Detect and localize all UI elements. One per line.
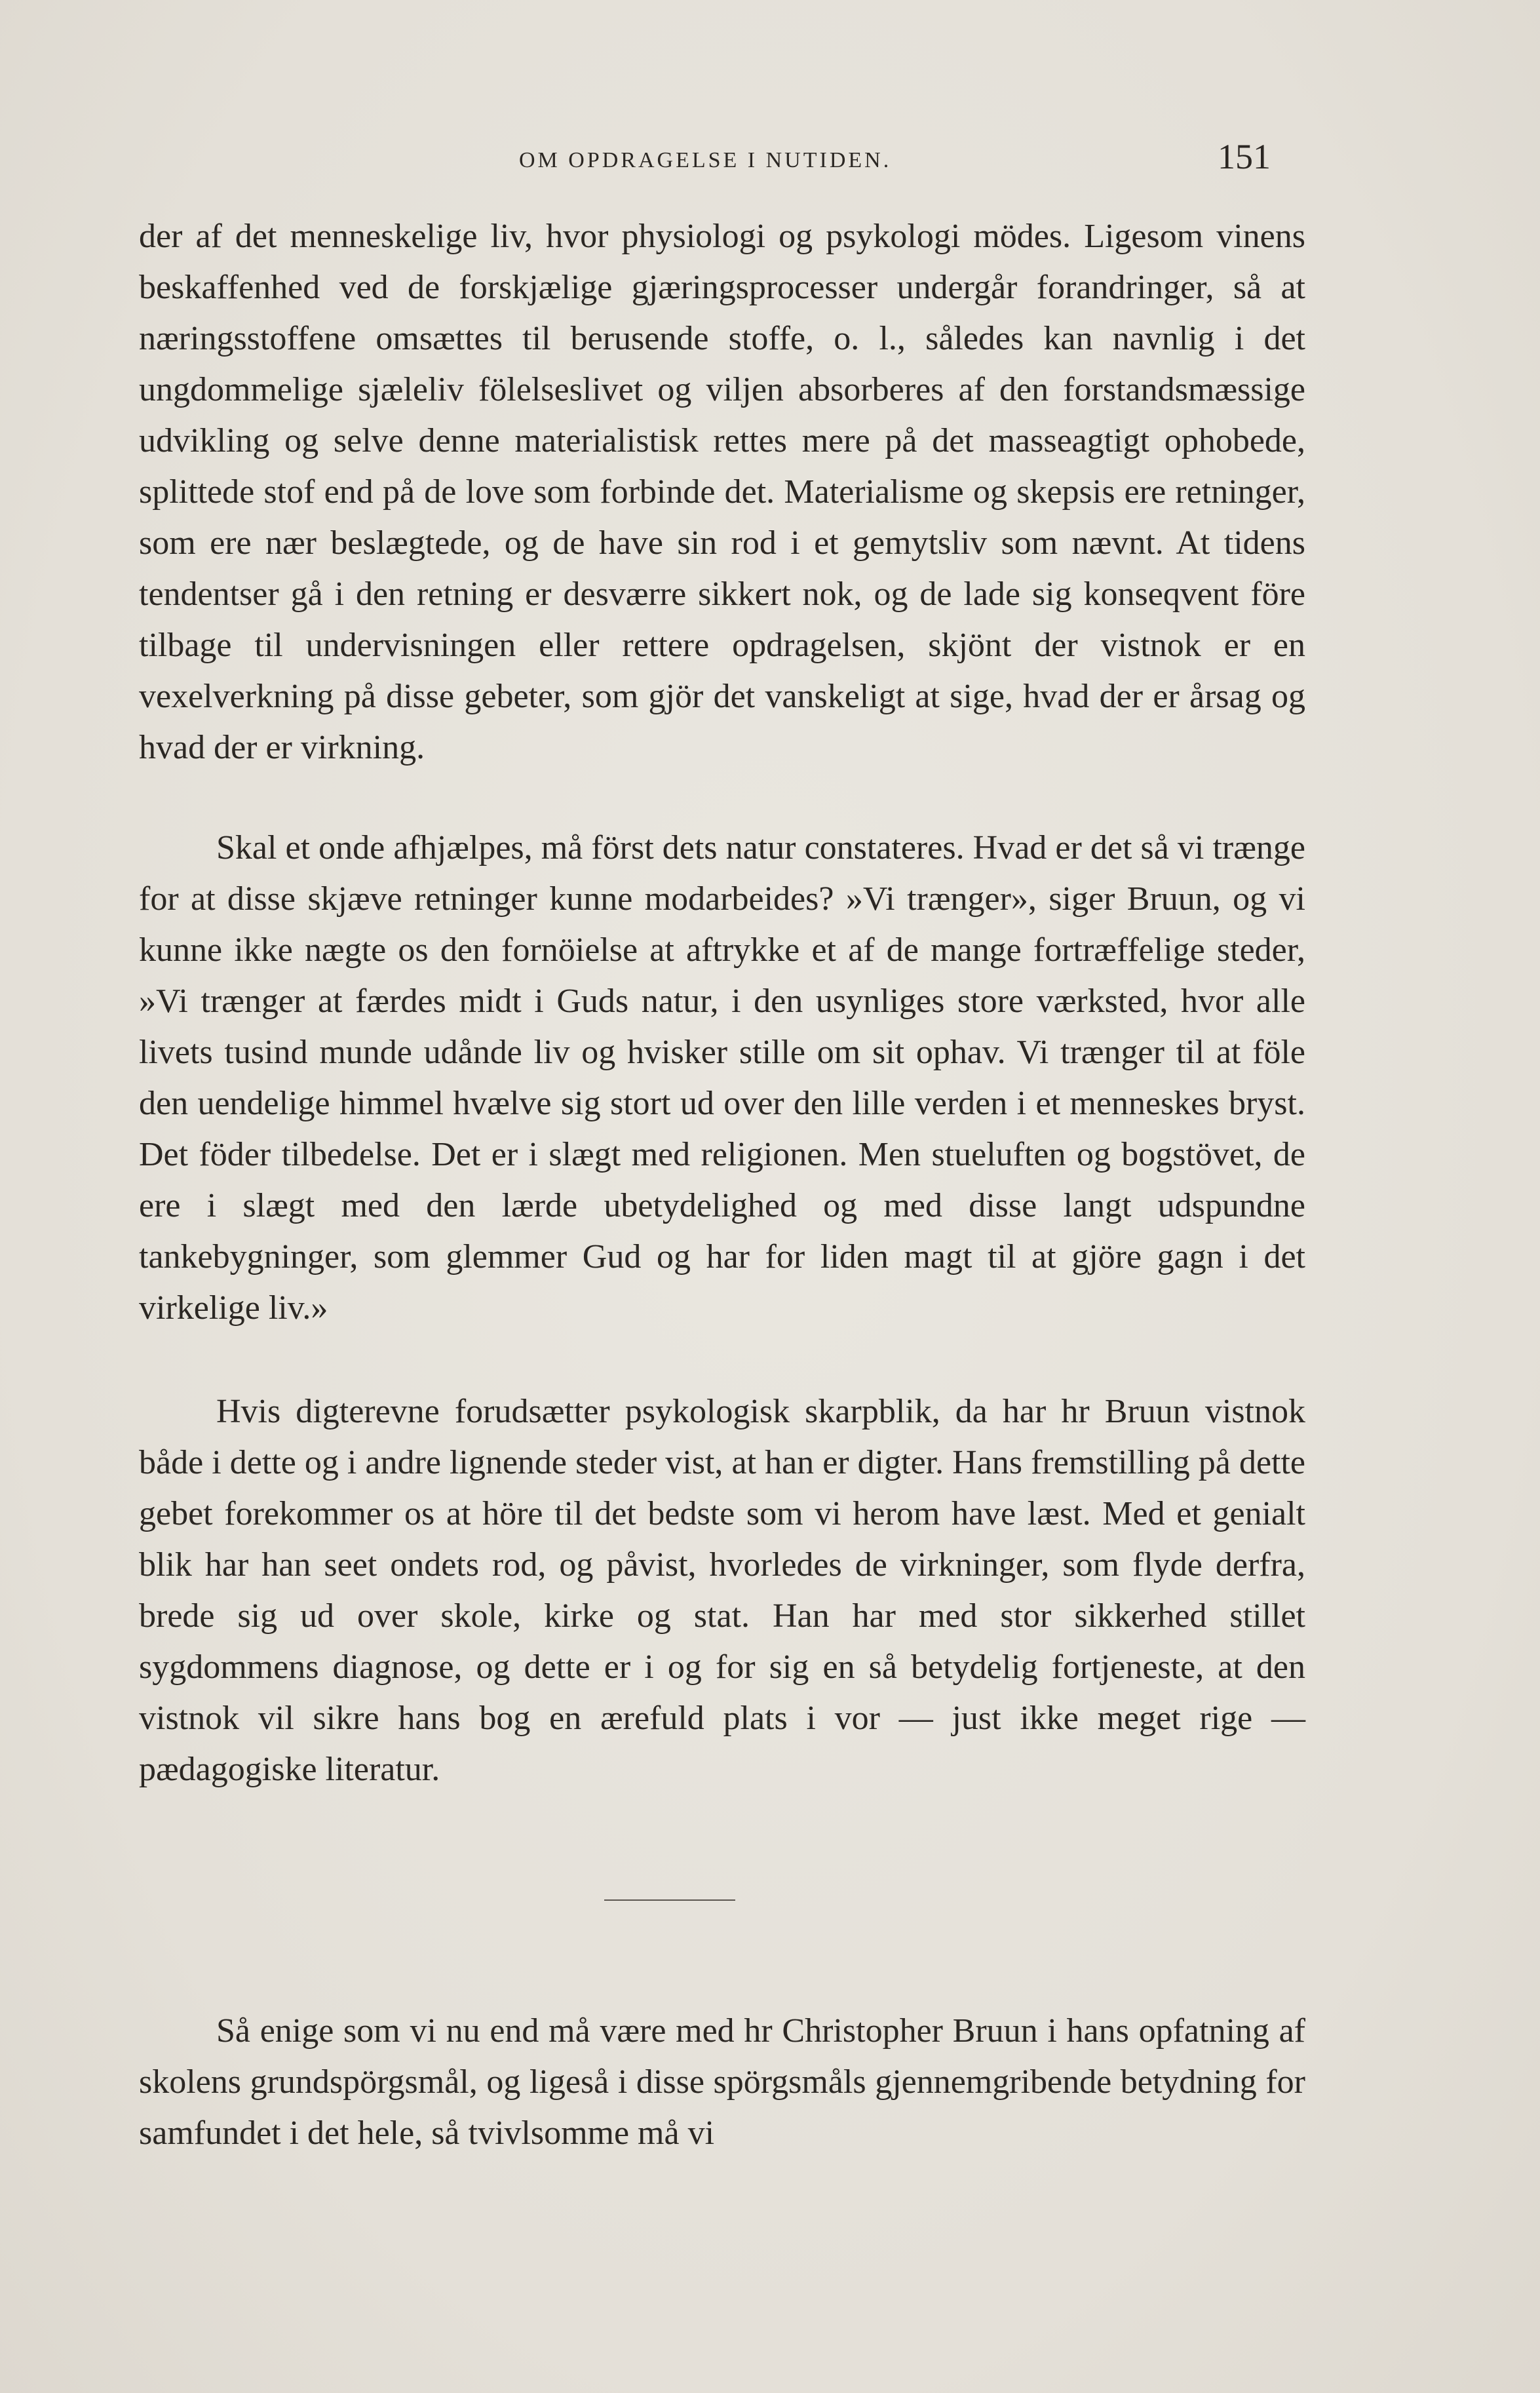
running-title: OM OPDRAGELSE I NUTIDEN. <box>519 148 892 172</box>
paragraph-2: Skal et onde afhjælpes, må först dets natur constateres. Hvad er det så vi trænge for at disse skjæve retninger kunne modarbeides? »Vi trænger», siger Bruun, og vi kunne ikke nægte os den fornöielse at aftrykke et af de mange fortræffelige steder, »Vi trænger at færdes midt i Guds natur, i den usynliges store værksted, hvor alle livets tusind munde udånde liv og hvisker stille om sit ophav. Vi trænger til at föle den uendelige himmel hvælve sig stort ud over den lille verden i et menneskes bryst. Det föder tilbedelse. Det er i slægt med religionen. Men stueluften og bogstövet, de ere i slægt med den lærde ubetydelighed og med disse langt udspundne tankebygninger, som glemmer Gud og har for liden magt til at gjöre gagn i det virkelige liv.» <box>139 829 1305 1327</box>
paragraph-1: der af det menneskelige liv, hvor physiologi og psykologi mödes. Ligesom vinens beskaffenhed ved de forskjælige gjæringsprocesser undergår forandringer, så at næringsstoffene omsættes til berusende stoffe, o. l., således kan navnlig i det ungdommelige sjæleliv fölelseslivet og viljen absorberes af den forstandsmæssige udvikling og selve denne materialistisk rettes mere på det masseagtigt ophobede, splittede stof end på de love som forbinde det. Materialisme og skepsis ere retninger, som ere nær beslægtede, og de have sin rod i et gemytsliv som nævnt. At tidens tendentser gå i den retning er desværre sikkert nok, og de lade sig konseqvent före tilbage til undervisningen eller rettere opdragelsen, skjönt der vistnok er en vexelverkning på disse gebeter, som gjör det vanskeligt at sige, hvad der er årsag og hvad der er virkning. <box>139 218 1305 766</box>
paragraph-3: Hvis digterevne forudsætter psykologisk skarpblik, da har hr Bruun vistnok både i dette og i andre lignende steder vist, at han er digter. Hans fremstilling på dette gebet forekommer os at höre til det bedste som vi herom have læst. Med et genialt blik har han seet ondets rod, og påvist, hvorledes de virkninger, som flyde derfra, brede sig ud over skole, kirke og stat. Han har med stor sikkerhed stillet sygdommens diagnose, og dette er i og for sig en så betydelig fortjeneste, at den vistnok vil sikre hans bog en ærefuld plats i vor — just ikke meget rige — pædagogiske literatur. <box>139 1393 1305 1788</box>
page-number: 151 <box>1218 137 1271 176</box>
paragraph-4: Så enige som vi nu end må være med hr Christopher Bruun i hans opfatning af skolens grundspörgsmål, og ligeså i disse spörgsmåls gjennemgribende betydning for samfundet i det hele, så tvivlsomme må vi <box>139 2012 1305 2152</box>
section-divider <box>604 1899 735 1901</box>
